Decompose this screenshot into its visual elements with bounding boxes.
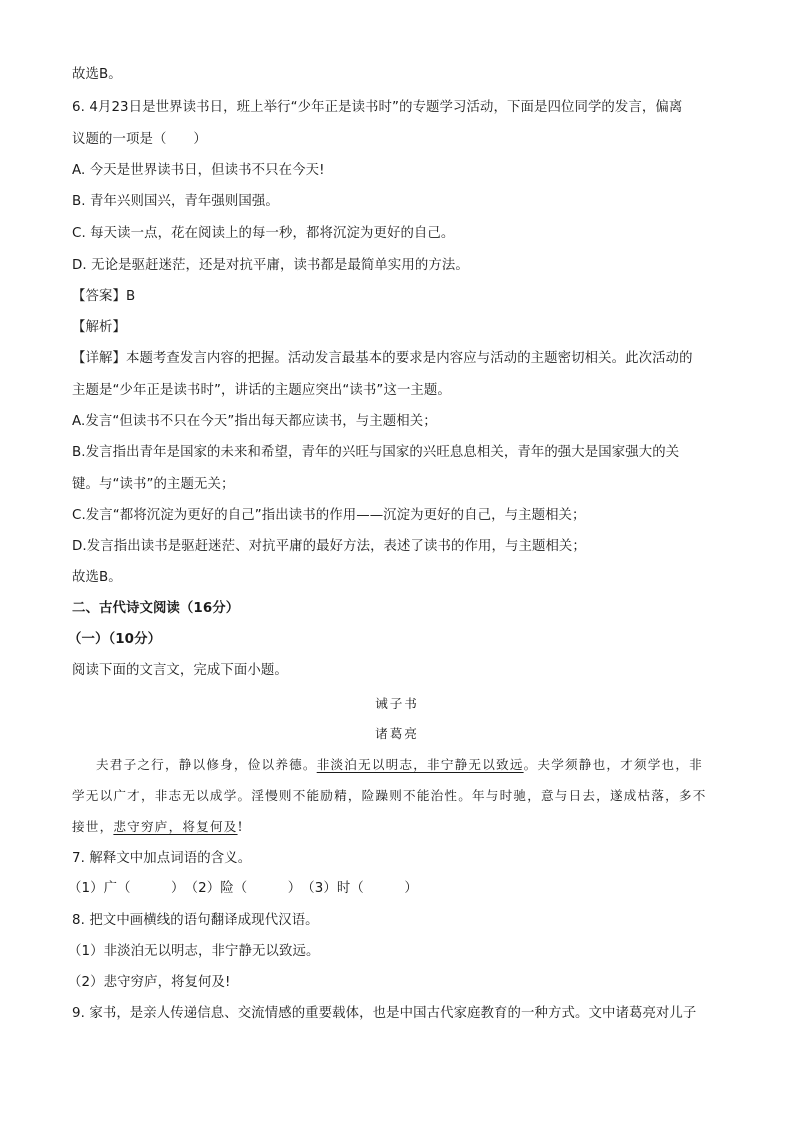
question-6-stem: 6. 4月23日是世界读书日，班上举行“少年正是读书时”的专题学习活动，下面是四位同学的发言，偏离 [72,100,683,115]
poem-text: ! [237,819,244,834]
poem-text: 接世， [72,819,114,834]
option-b: B. 青年兴则国兴，青年强则国强。 [72,194,279,209]
analysis-heading: 【解析】 [72,320,126,335]
analysis-b-cont: 键。与“读书”的主题无关； [72,477,235,492]
conclusion-line-2: 故选B。 [72,570,122,585]
question-6-stem-cont: 议题的一项是（ ） [72,132,207,147]
analysis-c: C.发言“都将沉淀为更好的自己”指出读书的作用——沉淀为更好的自己，与主题相关； [72,508,586,523]
question-7: 7. 解释文中加点词语的含义。 [72,851,252,866]
question-7-blanks: （1）广（ ） （2）险（ ） （3）时（ ） [68,881,418,896]
answer-line: 【答案】B [72,289,136,304]
poem-text: 。夫学须静也，才须学也，非 [523,757,703,772]
option-c: C. 每天读一点，花在阅读上的每一秒，都将沉淀为更好的自己。 [72,226,455,241]
question-8: 8. 把文中画横线的语句翻译成现代汉语。 [72,913,319,928]
option-a: A. 今天是世界读书日，但读书不只在今天! [72,163,325,178]
poem-author: 诸葛亮 [375,726,419,741]
question-8-item-1: （1）非淡泊无以明志，非宁静无以致远。 [68,944,320,959]
analysis-b: B.发言指出青年是国家的未来和希望，青年的兴旺与国家的兴旺息息相关，青年的强大是国家强大的关 [72,445,680,460]
analysis-a: A.发言“但读书不只在今天”指出每天都应读书，与主题相关； [72,414,437,429]
poem-title: 诫子书 [375,696,419,711]
analysis-d: D.发言指出读书是驱赶迷茫、对抗平庸的最好方法，表述了读书的作用，与主题相关； [72,539,586,554]
detail-line-1: 【详解】本题考查发言内容的把握。活动发言最基本的要求是内容应与活动的主题密切相关。此次活动的 [72,351,693,366]
reading-instruction: 阅读下面的文言文，完成下面小题。 [72,663,288,678]
question-9: 9. 家书，是亲人传递信息、交流情感的重要载体，也是中国古代家庭教育的一种方式。文中诸葛亮对儿子 [72,1006,697,1021]
conclusion-line: 故选B。 [72,67,122,82]
option-d: D. 无论是驱赶迷茫，还是对抗平庸，读书都是最简单实用的方法。 [72,258,469,273]
detail-line-2: 主题是“少年正是读书时”，讲话的主题应突出“读书”这一主题。 [72,383,451,398]
underlined-sentence-1: 非淡泊无以明志，非宁静无以致远 [316,757,524,772]
section-heading: 二、古代诗文阅读（16分） [72,601,240,616]
question-8-item-2: （2）悲守穷庐，将复何及! [68,975,231,990]
poem-line-2: 学无以广才，非志无以成学。淫慢则不能励精，险躁则不能治性。年与时驰，意与日去，遂成枯落，多不 [72,788,707,803]
poem-text: 夫君子之行，静以修身，俭以养德。 [96,757,317,772]
underlined-sentence-2: 悲守穷庐，将复何及 [113,819,238,834]
poem-line-1 [96,755,703,775]
poem-line-3 [72,817,244,837]
subsection-heading: （一）（10分） [68,632,162,647]
